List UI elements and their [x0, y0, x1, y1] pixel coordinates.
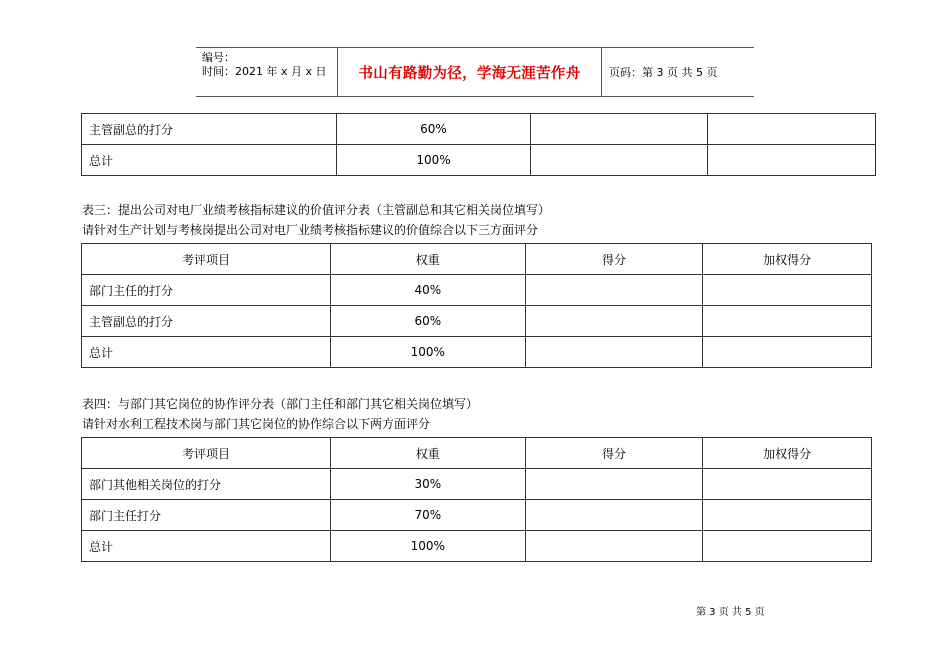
table-row [82, 275, 872, 306]
table4-title: 表四：与部门其它岗位的协作评分表（部门主任和部门其它相关岗位填写） [82, 397, 479, 411]
table-cell: 30% [330, 469, 525, 500]
table-row [82, 337, 872, 368]
table-header-row [82, 244, 872, 275]
table3-title: 表三：提出公司对电厂业绩考核指标建议的价值评分表（主管副总和其它相关岗位填写） [82, 203, 551, 217]
table-cell[interactable] [525, 337, 703, 368]
table-cell: 部门主任打分 [82, 500, 331, 531]
table-cell[interactable] [531, 114, 708, 145]
column-header: 权重 [330, 438, 525, 469]
table-cell[interactable] [703, 275, 872, 306]
header-meta [196, 48, 338, 96]
table-cell[interactable] [531, 145, 708, 176]
header-page-number: 页码：第 3 页 共 5 页 [609, 66, 718, 79]
column-header: 考评项目 [82, 244, 331, 275]
column-header: 得分 [525, 244, 703, 275]
table-cell: 部门其他相关岗位的打分 [82, 469, 331, 500]
table-cell: 60% [337, 114, 531, 145]
column-header: 加权得分 [703, 244, 872, 275]
column-header: 加权得分 [703, 438, 872, 469]
page-footer: 第 3 页 共 5 页 [696, 607, 765, 618]
table-cell: 部门主任的打分 [82, 275, 331, 306]
table-cell[interactable] [703, 500, 872, 531]
table-cell[interactable] [525, 275, 703, 306]
table-cell[interactable] [525, 306, 703, 337]
table-cell[interactable] [525, 469, 703, 500]
table-row [82, 145, 876, 176]
value-score-table [81, 243, 872, 368]
table-cell: 40% [330, 275, 525, 306]
table-cell: 70% [330, 500, 525, 531]
table-row [82, 531, 872, 562]
document-date: 时间：2021 年 x 月 x 日 [202, 65, 327, 78]
table-cell[interactable] [703, 469, 872, 500]
table-cell: 总计 [82, 145, 337, 176]
table-cell[interactable] [525, 500, 703, 531]
table-cell: 60% [330, 306, 525, 337]
table-cell[interactable] [703, 531, 872, 562]
document-number-label: 编号： [202, 51, 235, 64]
column-header: 考评项目 [82, 438, 331, 469]
table-cell: 100% [330, 337, 525, 368]
table-cell: 主管副总的打分 [82, 114, 337, 145]
cooperation-score-table [81, 437, 872, 562]
header-motto: 书山有路勤为径，学海无涯苦作舟 [338, 48, 602, 96]
table-cell[interactable] [703, 337, 872, 368]
table-cell: 100% [330, 531, 525, 562]
column-header: 权重 [330, 244, 525, 275]
table4-instruction: 请针对水利工程技术岗与部门其它岗位的协作综合以下两方面评分 [82, 417, 431, 431]
table-row [82, 306, 872, 337]
table-cell[interactable] [708, 114, 876, 145]
table-cell[interactable] [525, 531, 703, 562]
table-row [82, 500, 872, 531]
table-cell: 100% [337, 145, 531, 176]
page-header [196, 47, 754, 97]
table3-instruction: 请针对生产计划与考核岗提出公司对电厂业绩考核指标建议的价值综合以下三方面评分 [82, 223, 539, 237]
table-row [82, 469, 872, 500]
table-cell: 总计 [82, 337, 331, 368]
table-cell[interactable] [708, 145, 876, 176]
score-table-continued [81, 113, 876, 176]
column-header: 得分 [525, 438, 703, 469]
table-row [82, 114, 876, 145]
table-cell[interactable] [703, 306, 872, 337]
table-cell: 主管副总的打分 [82, 306, 331, 337]
table-cell: 总计 [82, 531, 331, 562]
table-header-row [82, 438, 872, 469]
